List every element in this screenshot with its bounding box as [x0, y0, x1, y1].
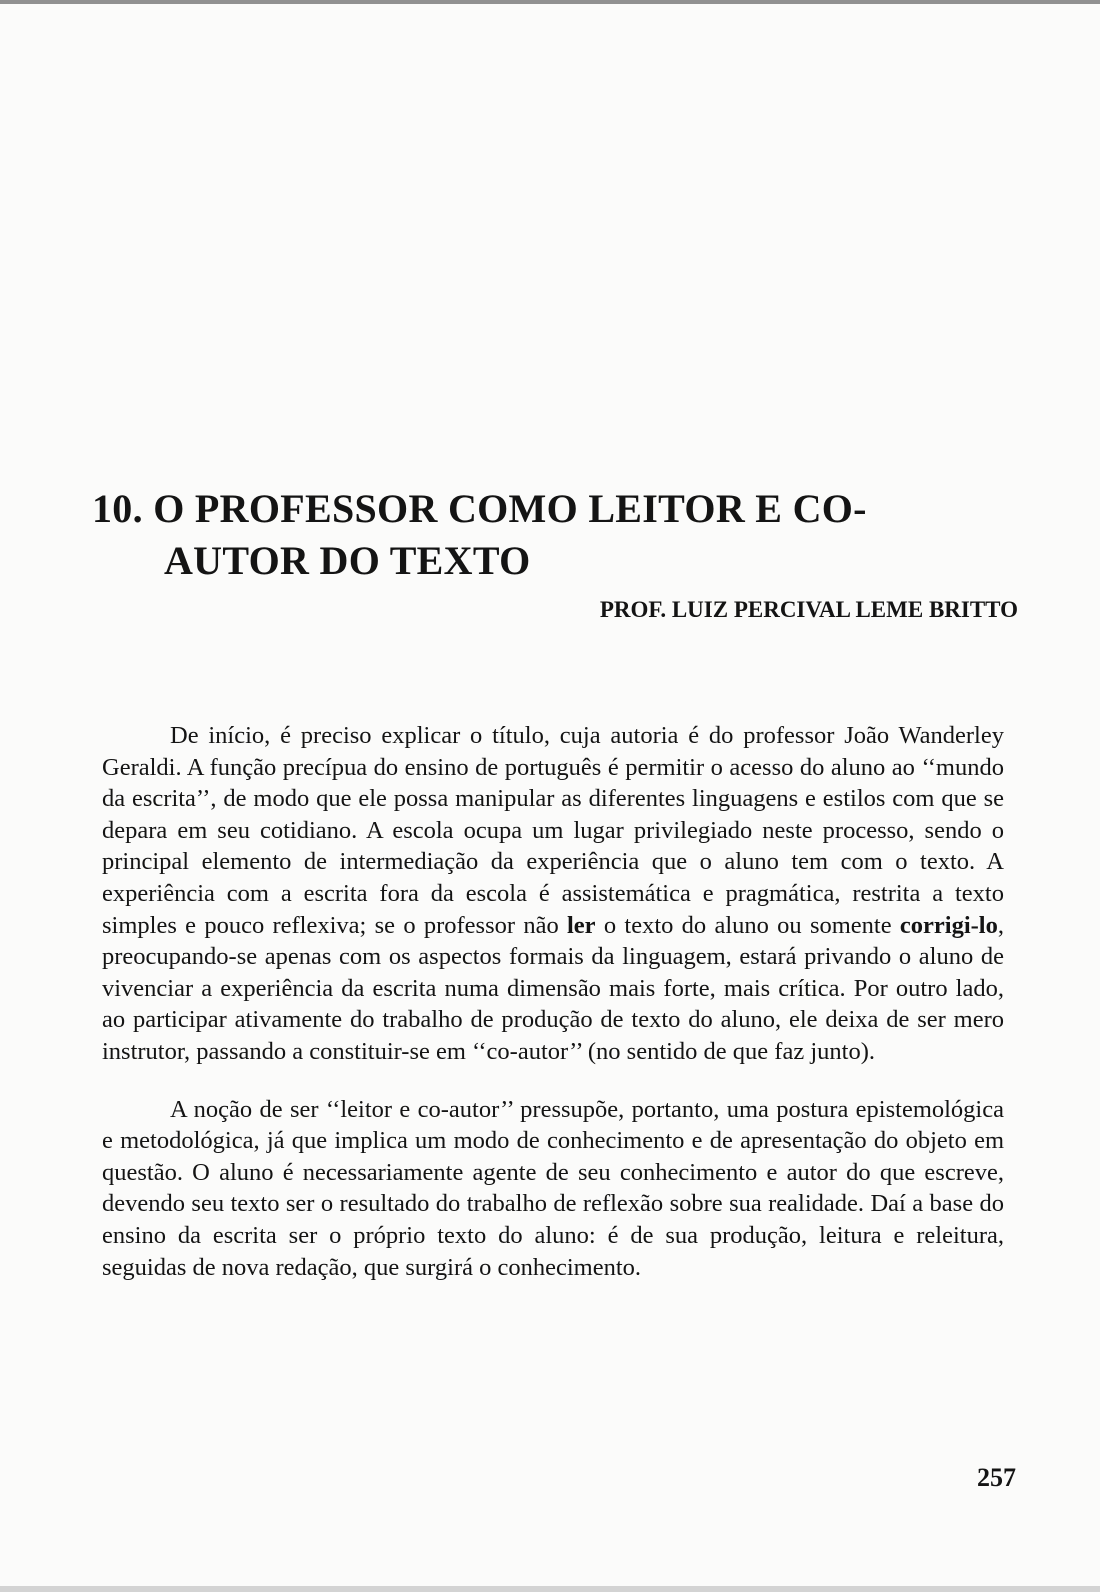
emphasis-ler: ler: [567, 911, 596, 939]
chapter-body: [102, 720, 1004, 1283]
scan-top-edge: [0, 0, 1100, 4]
chapter-title-line-1: 10. O PROFESSOR COMO LEITOR E CO-: [92, 486, 867, 531]
paragraph-1-part-2: o texto do aluno ou somente: [595, 911, 900, 939]
paragraph-1: [102, 720, 1004, 1068]
chapter-author: PROF. LUIZ PERCIVAL LEME BRITTO: [599, 597, 1018, 622]
page-number: 257: [977, 1463, 1016, 1492]
paragraph-2: A noção de ser ‘‘leitor e co-autor’’ pressupõe, portanto, uma postura epistemológica e metodológica, já que implica um modo de conhecimento e de apresentação do objeto em questão. O aluno é necessariamente agente de seu conhecimento e autor do que escreve, devendo seu texto ser o resultado do trabalho de reflexão sobre sua realidade. Daí a base do ensino da escrita ser o próprio texto do aluno: é de sua produção, leitura e releitura, seguidas de nova redação, que surgirá o conhecimento.: [102, 1095, 1004, 1281]
emphasis-corrigi-lo: corrigi-lo: [899, 911, 998, 939]
chapter-title: [92, 483, 992, 587]
scan-bottom-edge: [0, 1586, 1100, 1592]
paragraph-1-part-1: De início, é preciso explicar o título, cuja autoria é do professor João Wanderley Geraldi. A função precípua do ensino de português é permitir o acesso do aluno ao ‘‘mundo da escrita’’, de modo que ele possa manipular as diferentes linguagens e estilos com que se depara em seu cotidiano. A escola ocupa um lugar privilegiado neste processo, sendo o principal elemento de intermediação da experiência que o aluno tem com o texto. A experiência com a escrita fora da escola é assistemática e pragmática, restrita a texto simples e pouco reflexiva; se o professor não: [102, 722, 1004, 939]
chapter-title-line-2: AUTOR DO TEXTO: [164, 538, 531, 583]
paragraph-1-part-3: , preocupando-se apenas com os aspectos formais da linguagem, estará privando o aluno de vivenciar a experiência da escrita numa dimensão mais forte, mais crítica. Por outro lado, ao participar ativamente do trabalho de produção de texto do aluno, ele deixa de ser mero instrutor, passando a constituir-se em ‘‘co-autor’’ (no sentido de que faz junto).: [102, 911, 1004, 1065]
